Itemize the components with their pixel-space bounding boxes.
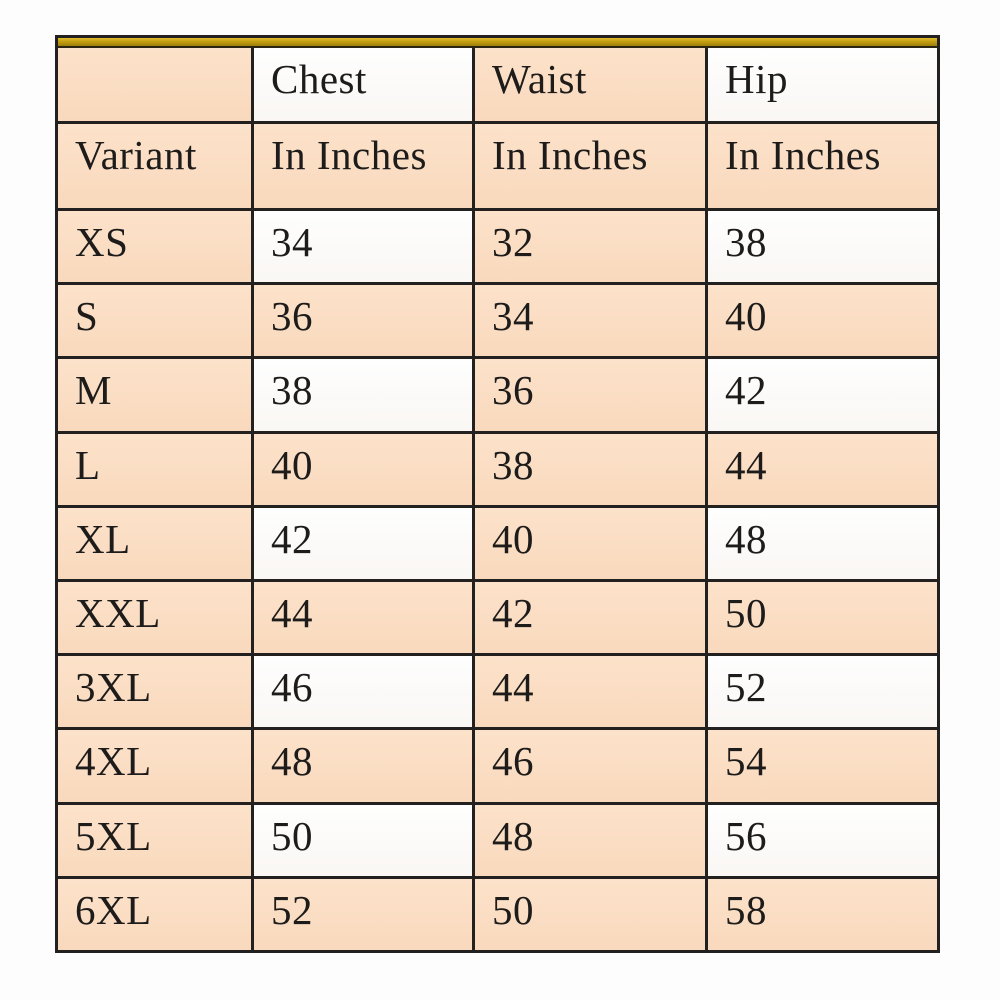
subheader-chest-inches: In Inches (254, 124, 472, 208)
cell-3xl-waist: 44 (475, 656, 705, 727)
cell-xs-hip: 38 (708, 211, 937, 282)
cell-6xl-waist: 50 (475, 879, 705, 950)
cell-m-chest: 38 (254, 359, 472, 430)
subheader-hip-inches: In Inches (708, 124, 937, 208)
cell-xl-variant: XL (58, 508, 251, 579)
cell-xs-variant: XS (58, 211, 251, 282)
cell-l-variant: L (58, 434, 251, 505)
cell-5xl-variant: 5XL (58, 805, 251, 876)
size-row-l (58, 434, 937, 505)
cell-m-waist: 36 (475, 359, 705, 430)
subheader-waist-inches: In Inches (475, 124, 705, 208)
cell-5xl-waist: 48 (475, 805, 705, 876)
cell-xl-waist: 40 (475, 508, 705, 579)
cell-6xl-chest: 52 (254, 879, 472, 950)
cell-5xl-chest: 50 (254, 805, 472, 876)
cell-l-waist: 38 (475, 434, 705, 505)
cell-xs-chest: 34 (254, 211, 472, 282)
size-row-m (58, 359, 937, 430)
cell-xl-hip: 48 (708, 508, 937, 579)
header-waist: Waist (475, 48, 705, 121)
size-row-4xl (58, 730, 937, 801)
corner-blank-cell (58, 48, 251, 121)
cell-s-chest: 36 (254, 285, 472, 356)
cell-6xl-variant: 6XL (58, 879, 251, 950)
size-row-xxl (58, 582, 937, 653)
size-row-5xl (58, 805, 937, 876)
cell-4xl-waist: 46 (475, 730, 705, 801)
header-hip: Hip (708, 48, 937, 121)
measure-header-row (58, 48, 937, 121)
cell-s-variant: S (58, 285, 251, 356)
subheader-variant: Variant (58, 124, 251, 208)
cell-xxl-variant: XXL (58, 582, 251, 653)
cell-s-waist: 34 (475, 285, 705, 356)
size-chart-table (55, 35, 940, 953)
header-chest: Chest (254, 48, 472, 121)
cell-4xl-chest: 48 (254, 730, 472, 801)
gold-top-bar (58, 38, 937, 48)
size-chart-grid (58, 48, 937, 950)
cell-xs-waist: 32 (475, 211, 705, 282)
size-row-s (58, 285, 937, 356)
size-row-6xl (58, 879, 937, 950)
cell-6xl-hip: 58 (708, 879, 937, 950)
cell-3xl-chest: 46 (254, 656, 472, 727)
cell-l-chest: 40 (254, 434, 472, 505)
cell-xxl-hip: 50 (708, 582, 937, 653)
size-row-xl (58, 508, 937, 579)
cell-3xl-hip: 52 (708, 656, 937, 727)
cell-l-hip: 44 (708, 434, 937, 505)
cell-xxl-waist: 42 (475, 582, 705, 653)
size-row-3xl (58, 656, 937, 727)
cell-m-variant: M (58, 359, 251, 430)
cell-5xl-hip: 56 (708, 805, 937, 876)
cell-xl-chest: 42 (254, 508, 472, 579)
cell-3xl-variant: 3XL (58, 656, 251, 727)
cell-xxl-chest: 44 (254, 582, 472, 653)
cell-4xl-variant: 4XL (58, 730, 251, 801)
size-row-xs (58, 211, 937, 282)
units-header-row (58, 124, 937, 208)
cell-m-hip: 42 (708, 359, 937, 430)
cell-4xl-hip: 54 (708, 730, 937, 801)
cell-s-hip: 40 (708, 285, 937, 356)
